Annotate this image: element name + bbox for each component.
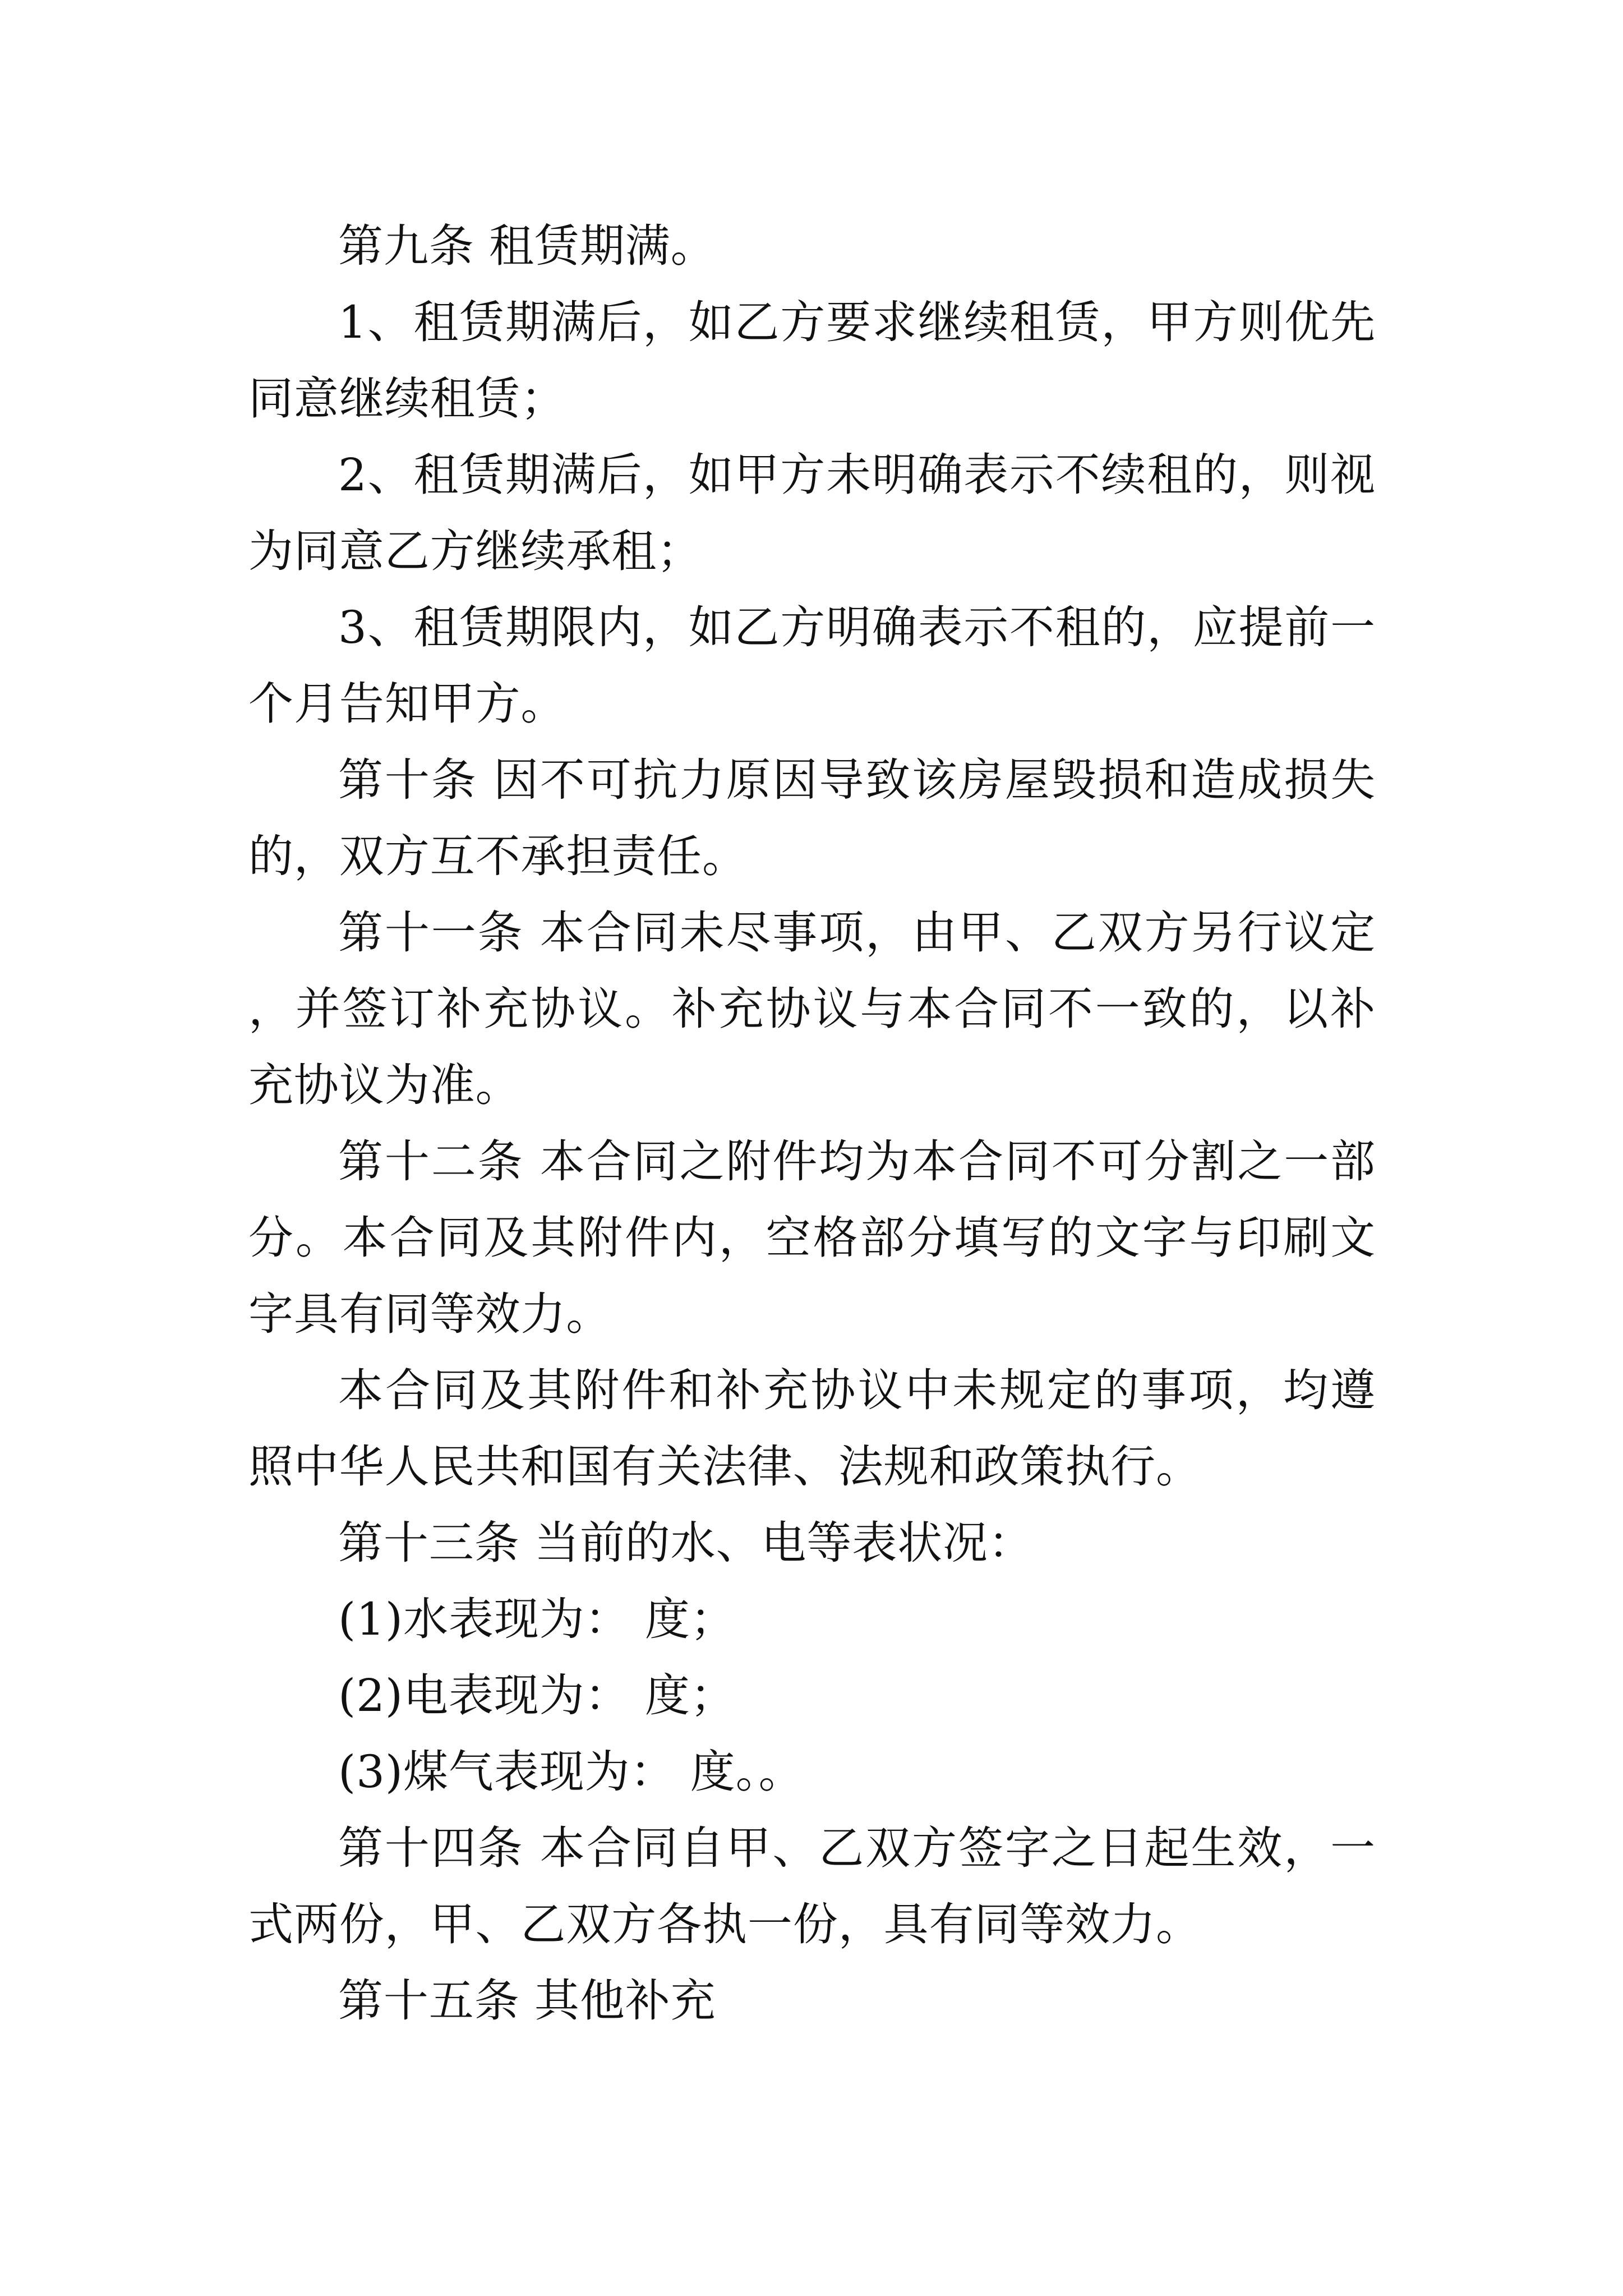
- contract-text-body: [248, 208, 1376, 2039]
- electricity-meter-reading: (2)电表现为： 度；: [338, 1669, 736, 1722]
- article-11: 第十一条 本合同未尽事项，由甲、乙双方另行议定，并签订补充协议。补充协议与本合同不一致的，以补充协议为准。: [248, 907, 1376, 1111]
- article-15-heading: 第十五条 其他补充: [338, 1975, 716, 2027]
- article-13-heading: 第十三条 当前的水、电等表状况：: [338, 1517, 1034, 1569]
- article-14: 第十四条 本合同自甲、乙双方签字之日起生效，一式两份，甲、乙双方各执一份，具有同等效力。: [248, 1822, 1376, 1950]
- water-meter-reading: (1)水表现为： 度；: [338, 1593, 736, 1645]
- article-12-supplement: 本合同及其附件和补充协议中未规定的事项，均遵照中华人民共和国有关法律、法规和政策执行。: [248, 1364, 1376, 1493]
- article-9-clause-1: 1、租赁期满后，如乙方要求继续租赁，甲方则优先同意继续租赁；: [248, 296, 1376, 425]
- article-9-heading: 第九条 租赁期满。: [338, 220, 716, 272]
- article-12: 第十二条 本合同之附件均为本合同不可分割之一部分。本合同及其附件内，空格部分填写的文字与印刷文字具有同等效力。: [248, 1135, 1376, 1340]
- gas-meter-reading: (3)煤气表现为： 度。。: [338, 1746, 804, 1798]
- article-9-clause-2: 2、租赁期满后，如甲方未明确表示不续租的，则视为同意乙方继续承租；: [248, 449, 1376, 577]
- article-10: 第十条 因不可抗力原因导致该房屋毁损和造成损失的，双方互不承担责任。: [248, 754, 1376, 882]
- article-9-clause-3: 3、租赁期限内，如乙方明确表示不租的，应提前一个月告知甲方。: [248, 601, 1376, 730]
